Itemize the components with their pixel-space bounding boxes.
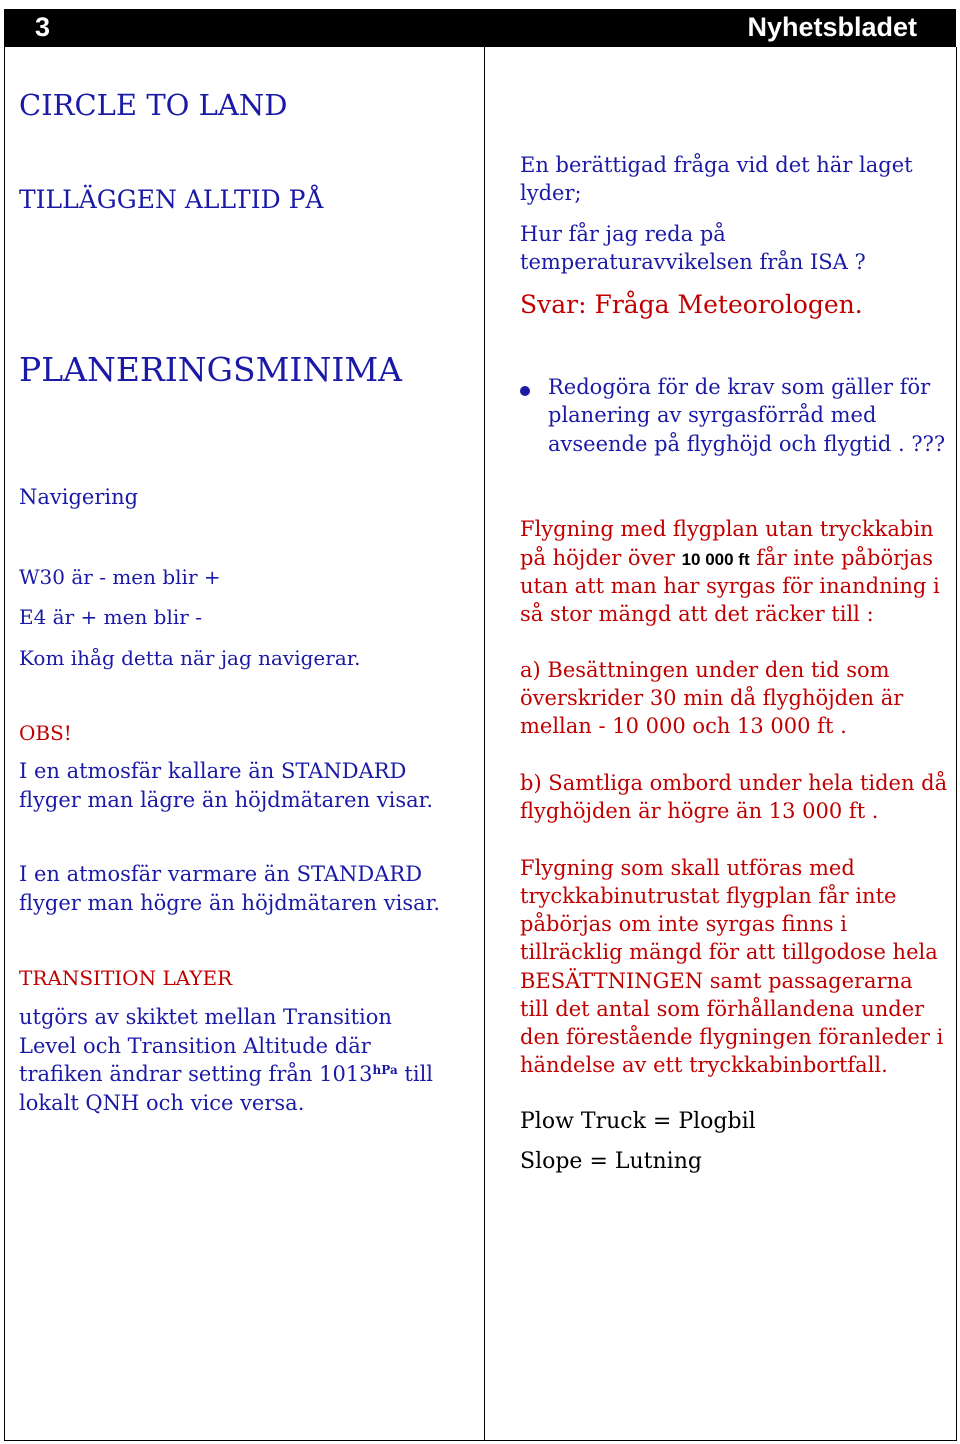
oxygen-rule-line-1: Flygning med flygplan utan tryckkabin — [520, 517, 934, 541]
obs-label: OBS! — [19, 721, 72, 745]
transition-layer-line-4: lokalt QNH och vice versa. — [19, 1091, 305, 1115]
item-a-line-1: a) Besättningen under den tid som — [520, 658, 890, 682]
pressurized-rule-line-8: händelse av ett tryckkabinbortfall. — [520, 1053, 888, 1077]
pressurized-rule-line-4: tillräcklig mängd för att tillgodose hela — [520, 940, 938, 964]
hpa-unit: hPa — [372, 1063, 398, 1077]
oxygen-rule-line-3: utan att man har syrgas för inandning i — [520, 574, 940, 598]
oxygen-rule-altitude-pre: på höjder över — [520, 546, 682, 570]
question-line-2: lyder; — [520, 181, 582, 205]
cold-atmosphere-line-2: flyger man lägre än höjdmätaren visar. — [19, 788, 434, 812]
warm-atmosphere-line-1: I en atmosfär varmare än STANDARD — [19, 862, 423, 886]
column-divider — [484, 47, 485, 1440]
pressurized-rule-line-6: till det antal som förhållandena under — [520, 997, 925, 1021]
altitude-10000ft: 10 000 ft — [681, 550, 750, 569]
answer-meteorologen: Svar: Fråga Meteorologen. — [520, 290, 863, 319]
bullet-dot — [520, 386, 530, 396]
question-line-1: En berättigad fråga vid det här laget — [520, 153, 913, 177]
tillaggen-heading: TILLÄGGEN ALLTID PÅ — [19, 185, 324, 214]
item-a-line-3: mellan - 10 000 och 13 000 ft . — [520, 714, 847, 738]
oxygen-rule-altitude-post: får inte påbörjas — [749, 546, 933, 570]
question-how-line-2: temperaturavvikelsen från ISA ? — [520, 250, 866, 274]
transition-layer-text: trafiken ändrar setting från 1013 — [19, 1062, 373, 1086]
transition-layer-line-1: utgörs av skiktet mellan Transition — [19, 1005, 392, 1029]
slope-translation: Slope = Lutning — [520, 1149, 702, 1174]
oxygen-rule-line-2 — [520, 546, 933, 570]
bullet-text-line-1: Redogöra för de krav som gäller för — [548, 375, 931, 399]
warm-atmosphere-line-2: flyger man högre än höjdmätaren visar. — [19, 891, 441, 915]
transition-layer-till: till — [397, 1062, 434, 1086]
pressurized-rule-line-3: påbörjas om inte syrgas finns i — [520, 912, 847, 936]
question-how-line-1: Hur får jag reda på — [520, 222, 726, 246]
pressurized-rule-line-5: BESÄTTNINGEN samt passagerarna — [520, 969, 913, 993]
bullet-text-line-3: avseende på flyghöjd och flygtid . ??? — [548, 432, 946, 456]
e4-rule: E4 är + men blir - — [19, 605, 202, 629]
navigering-heading: Navigering — [19, 485, 139, 509]
plow-truck-translation: Plow Truck = Plogbil — [520, 1109, 756, 1134]
planeringsminima-heading: PLANERINGSMINIMA — [19, 350, 402, 389]
w30-rule: W30 är - men blir + — [19, 565, 221, 589]
pressurized-rule-line-2: tryckkabinutrustat flygplan får inte — [520, 884, 897, 908]
oxygen-rule-line-4: så stor mängd att det räcker till : — [520, 602, 874, 626]
pressurized-rule-line-1: Flygning som skall utföras med — [520, 856, 855, 880]
item-b-line-2: flyghöjden är högre än 13 000 ft . — [520, 799, 879, 823]
transition-layer-line-3 — [19, 1062, 433, 1086]
newsletter-title: Nyhetsbladet — [747, 12, 917, 42]
transition-layer-heading: TRANSITION LAYER — [19, 966, 233, 990]
item-b-line-1: b) Samtliga ombord under hela tiden då — [520, 771, 948, 795]
circle-to-land-heading: CIRCLE TO LAND — [19, 88, 288, 122]
page-number: 3 — [35, 12, 51, 42]
pressurized-rule-line-7: den förestående flygningen föranleder i — [520, 1025, 944, 1049]
kom-ihag-note: Kom ihåg detta när jag navigerar. — [19, 646, 361, 670]
transition-layer-line-2: Level och Transition Altitude där — [19, 1034, 371, 1058]
bullet-text-line-2: planering av syrgasförråd med — [548, 403, 877, 427]
page-header — [4, 9, 956, 47]
item-a-line-2: överskrider 30 min då flyghöjden är — [520, 686, 904, 710]
cold-atmosphere-line-1: I en atmosfär kallare än STANDARD — [19, 759, 407, 783]
